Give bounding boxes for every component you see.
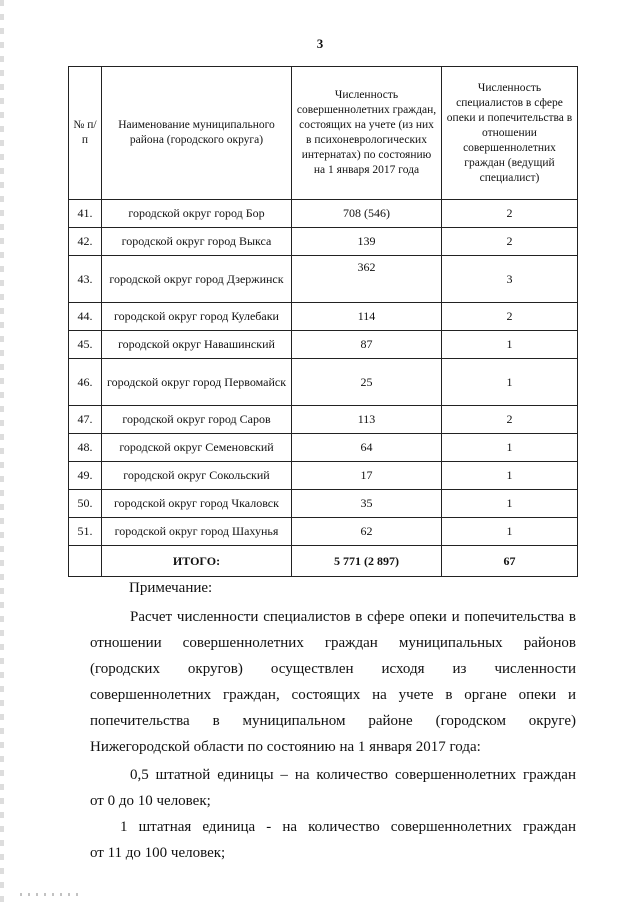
note-line: совершеннолетних граждан, состоящих на учете в органе опеки и xyxy=(90,687,576,703)
total-specialists: 67 xyxy=(442,546,578,577)
row-num: 42. xyxy=(69,228,102,256)
row-num: 45. xyxy=(69,331,102,359)
note-line: отношении совершеннолетних граждан муниципальных районов xyxy=(90,635,576,651)
row-name: городской округ город Саров xyxy=(102,406,292,434)
row-specialists: 1 xyxy=(442,359,578,406)
table-row xyxy=(69,406,578,434)
header-num: № п/п xyxy=(69,67,102,200)
row-name: городской округ город Выкса xyxy=(102,228,292,256)
page-number: 3 xyxy=(316,36,324,51)
row-name: городской округ город Первомайск xyxy=(102,359,292,406)
row-num: 44. xyxy=(69,303,102,331)
scan-edge xyxy=(0,0,4,905)
header-specialists: Численность специалистов в сфере опеки и попечительства в отношении совершеннолетних граждан (ведущий специалист) xyxy=(442,67,578,200)
row-name: городской округ город Бор xyxy=(102,200,292,228)
row-count: 25 xyxy=(292,359,442,406)
note-line: от 11 до 100 человек; xyxy=(90,845,226,861)
table-row xyxy=(69,331,578,359)
row-num: 47. xyxy=(69,406,102,434)
note-line: попечительства в муниципальном районе (городском округе) xyxy=(90,713,576,729)
note-paragraph-3 xyxy=(90,814,576,866)
table-row xyxy=(69,228,578,256)
table-row xyxy=(69,518,578,546)
row-name: городской округ город Чкаловск xyxy=(102,490,292,518)
scan-artifact xyxy=(20,893,80,896)
row-name: городской округ город Шахунья xyxy=(102,518,292,546)
row-specialists: 1 xyxy=(442,518,578,546)
header-name: Наименование муниципального района (городского округа) xyxy=(102,67,292,200)
row-num: 51. xyxy=(69,518,102,546)
table-row xyxy=(69,434,578,462)
total-count: 5 771 (2 897) xyxy=(292,546,442,577)
note-paragraph-2 xyxy=(90,762,576,814)
table-header-row xyxy=(69,67,578,200)
row-specialists: 1 xyxy=(442,434,578,462)
table-total-row xyxy=(69,546,578,577)
table-row xyxy=(69,200,578,228)
note-paragraph-1 xyxy=(90,604,576,760)
row-name: городской округ город Дзержинск xyxy=(102,256,292,303)
note-line: 1 штатная единица - на количество совершеннолетних граждан xyxy=(120,819,576,835)
row-name: городской округ город Кулебаки xyxy=(102,303,292,331)
row-count: 362 xyxy=(292,256,442,303)
row-specialists: 3 xyxy=(442,256,578,303)
table-row xyxy=(69,359,578,406)
row-num: 48. xyxy=(69,434,102,462)
row-name: городской округ Семеновский xyxy=(102,434,292,462)
total-label: ИТОГО: xyxy=(102,546,292,577)
row-specialists: 2 xyxy=(442,228,578,256)
table-row xyxy=(69,303,578,331)
row-count: 64 xyxy=(292,434,442,462)
note-line: 0,5 штатной единицы – на количество совершеннолетних граждан xyxy=(130,767,576,783)
table-row xyxy=(69,462,578,490)
row-specialists: 2 xyxy=(442,406,578,434)
row-num: 49. xyxy=(69,462,102,490)
row-specialists: 1 xyxy=(442,462,578,490)
row-count: 139 xyxy=(292,228,442,256)
row-count: 113 xyxy=(292,406,442,434)
row-count: 708 (546) xyxy=(292,200,442,228)
row-specialists: 1 xyxy=(442,490,578,518)
note-title: Примечание: xyxy=(129,580,213,596)
row-name: городской округ Навашинский xyxy=(102,331,292,359)
row-num: 43. xyxy=(69,256,102,303)
row-name: городской округ Сокольский xyxy=(102,462,292,490)
row-count: 114 xyxy=(292,303,442,331)
row-specialists: 1 xyxy=(442,331,578,359)
header-count: Численность совершеннолетних граждан, состоящих на учете (из них в психоневрологических интернатах) по состоянию на 1 января 2017 года xyxy=(292,67,442,200)
row-num: 41. xyxy=(69,200,102,228)
table-row xyxy=(69,256,578,303)
row-num: 46. xyxy=(69,359,102,406)
note-line: Расчет численности специалистов в сфере опеки и попечительства в xyxy=(130,609,576,625)
table-row xyxy=(69,490,578,518)
note-line: Нижегородской области по состоянию на 1 января 2017 года: xyxy=(90,739,481,755)
row-count: 62 xyxy=(292,518,442,546)
note-line: (городских округов) осуществлен исходя из численности xyxy=(90,661,576,677)
row-num: 50. xyxy=(69,490,102,518)
row-count: 17 xyxy=(292,462,442,490)
specialists-table xyxy=(68,66,578,577)
row-specialists: 2 xyxy=(442,303,578,331)
row-count: 35 xyxy=(292,490,442,518)
total-num-cell xyxy=(69,546,102,577)
row-specialists: 2 xyxy=(442,200,578,228)
note-line: от 0 до 10 человек; xyxy=(90,793,211,809)
row-count: 87 xyxy=(292,331,442,359)
